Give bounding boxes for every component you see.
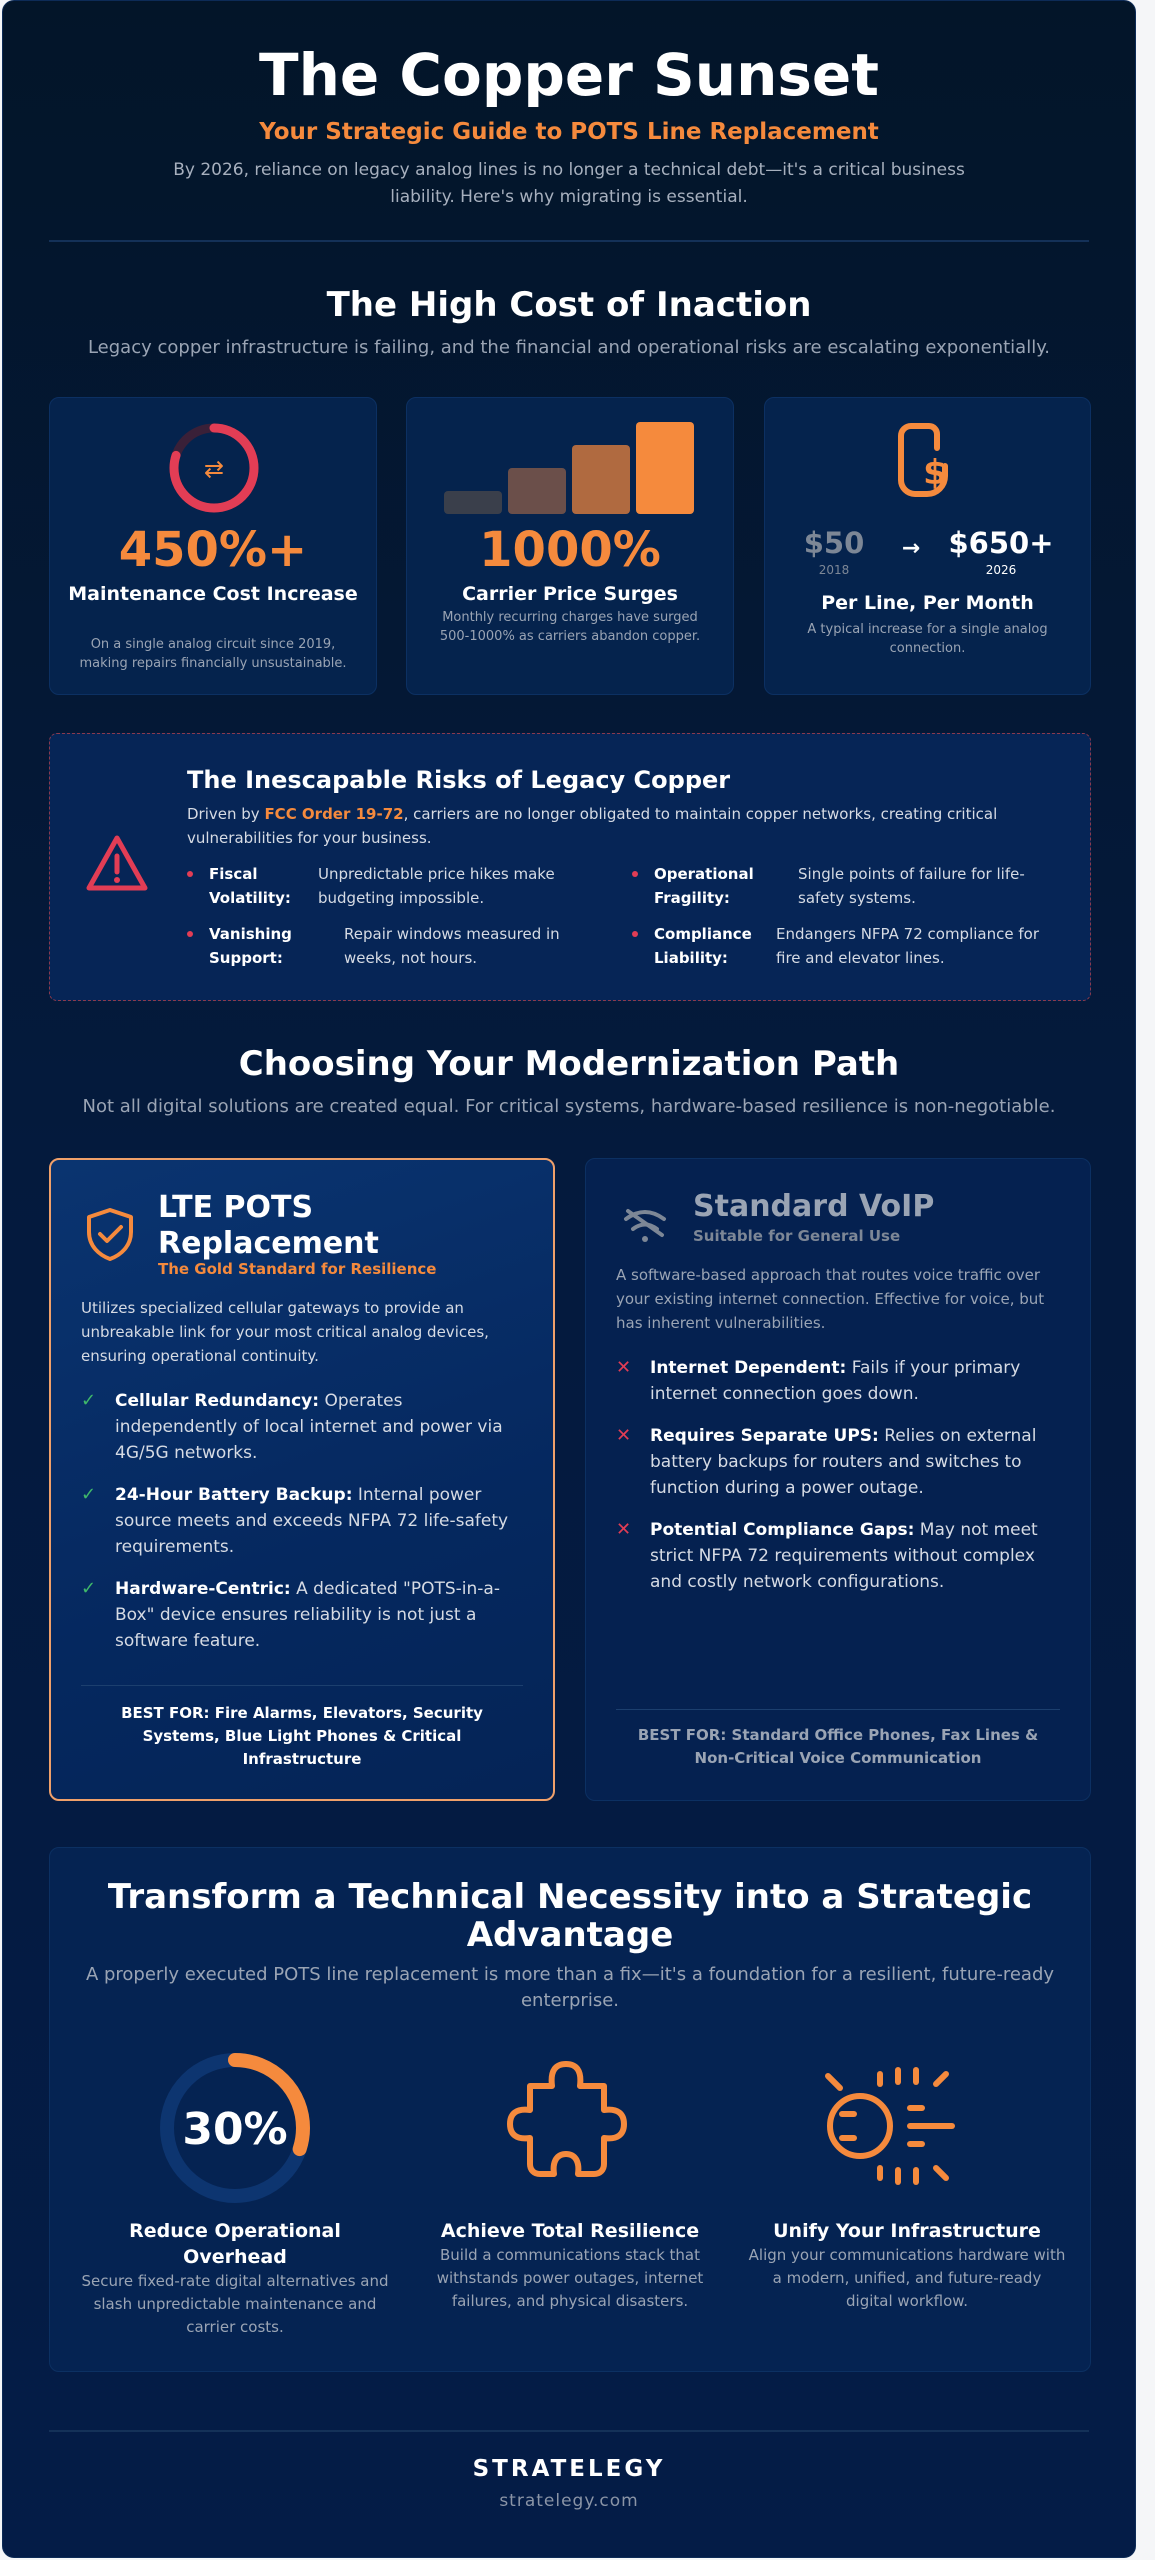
lte-pots-card	[49, 1158, 555, 1801]
fcc-order-highlight: FCC Order 19-72	[264, 805, 404, 823]
advantage-lead: A properly executed POTS line replacement is more than a fix—it's a foundation for a resilient, future-ready enterprise.	[85, 1964, 1055, 2011]
risk-label: Fiscal Volatility:	[209, 865, 291, 907]
cross-icon: ✕	[616, 1519, 632, 1540]
rising-bars-icon	[444, 420, 700, 516]
integration-hub-icon	[818, 2056, 958, 2196]
bullet-dot	[632, 871, 638, 877]
price-arrow: →	[901, 536, 921, 561]
price-bar	[508, 468, 566, 514]
advantage-item-title: Reduce Operational Overhead	[129, 2220, 341, 2268]
paths-title: Choosing Your Modernization Path	[238, 1044, 900, 1084]
risk-text: Unpredictable price hikes make budgeting impossible.	[318, 865, 555, 907]
risks-intro-prefix: Driven by	[187, 805, 265, 823]
advantage-item-desc: Secure fixed-rate digital alternatives and slash unpredictable maintenance and carrier costs.	[81, 2272, 389, 2336]
puzzle-piece-icon	[500, 2056, 640, 2196]
cross-icon: ✕	[616, 1357, 632, 1378]
bullet-dot	[632, 931, 638, 937]
stat-card-maintenance	[49, 397, 377, 695]
lte-title: LTE POTS Replacement	[158, 1190, 379, 1261]
paths-lead: Not all digital solutions are created equal. For critical systems, hardware-based resilience is non-negotiable.	[82, 1096, 1056, 1117]
risk-label: Vanishing Support:	[209, 925, 292, 967]
infographic-page	[2, 0, 1136, 2558]
stat-label: Per Line, Per Month	[821, 592, 1034, 614]
risks-intro	[187, 802, 1047, 850]
price-bar	[444, 491, 502, 514]
risks-panel	[49, 733, 1091, 1001]
warning-triangle-icon	[84, 832, 150, 894]
voip-tag: Suitable for General Use	[693, 1227, 901, 1245]
voip-intro: A software-based approach that routes voice traffic over your existing internet connection. Effective for voice, but has inherent vulnerabilities.	[616, 1266, 1045, 1332]
lte-divider	[81, 1685, 523, 1686]
advantage-item-title: Achieve Total Resilience	[440, 2220, 700, 2242]
bullet-dot	[187, 931, 193, 937]
stat-desc: A typical increase for a single analog connection.	[807, 622, 1048, 656]
price-bar	[636, 422, 694, 514]
stat-desc: On a single analog circuit since 2019, making repairs financially unsustainable.	[79, 637, 347, 671]
lte-feature: ✓ Hardware-Centric: A dedicated "POTS-in-a-Box" device ensures reliability is not just a software feature.	[81, 1578, 500, 1651]
risk-item	[632, 922, 1072, 972]
price-from: $50	[803, 526, 865, 560]
wifi-off-icon	[620, 1205, 670, 1251]
check-icon: ✓	[81, 1390, 97, 1411]
page-subtitle: Your Strategic Guide to POTS Line Replacement	[259, 119, 879, 145]
advantage-item-desc: Align your communications hardware with a modern, unified, and future-ready digital workflow.	[748, 2246, 1066, 2310]
shield-check-icon	[84, 1206, 136, 1262]
dollar-phone-icon	[883, 418, 973, 512]
stat-card-per-line	[764, 397, 1091, 695]
stat-label: Maintenance Cost Increase	[68, 583, 358, 605]
stat-value: 1000%	[479, 522, 661, 578]
footer-brand: STRATELEGY	[472, 2456, 666, 2482]
inaction-title: The High Cost of Inaction	[326, 285, 812, 325]
footer-divider	[49, 2430, 1089, 2432]
cost-gauge-icon	[167, 421, 261, 515]
advantage-panel	[49, 1847, 1091, 2372]
footer-url-link[interactable]: stratelegy.com	[499, 2491, 639, 2511]
price-to-year: 2026	[985, 563, 1017, 577]
stat-card-carrier	[406, 397, 734, 695]
risks-title: The Inescapable Risks of Legacy Copper	[187, 766, 731, 794]
lte-feature: ✓ Cellular Redundancy: Operates independently of local internet and power via 4G/5G networks.	[81, 1390, 503, 1463]
check-icon: ✓	[81, 1578, 97, 1599]
risk-text: Endangers NFPA 72 compliance for fire and elevator lines.	[776, 925, 1039, 967]
lte-tag: The Gold Standard for Resilience	[158, 1260, 437, 1278]
advantage-item-desc: Build a communications stack that withstands power outages, internet failures, and physical disasters.	[436, 2246, 704, 2310]
cross-icon: ✕	[616, 1425, 632, 1446]
lte-intro: Utilizes specialized cellular gateways to provide an unbreakable link for your most critical analog devices, ensuring operational continuity.	[81, 1299, 489, 1365]
voip-feature: ✕ Requires Separate UPS: Relies on external battery backups for routers and switches to function during a power outage.	[616, 1425, 1037, 1498]
risk-label: Compliance Liability:	[654, 925, 752, 967]
overhead-percent: 30%	[182, 2104, 288, 2155]
risk-item	[187, 922, 607, 972]
stat-desc: Monthly recurring charges have surged 500-1000% as carriers abandon copper.	[439, 610, 701, 644]
voip-feature: ✕ Potential Compliance Gaps: May not meet strict NFPA 72 requirements without complex and costly network configurations.	[616, 1519, 1038, 1592]
voip-best-for: BEST FOR: Standard Office Phones, Fax Lines & Non-Critical Voice Communication	[637, 1726, 1039, 1767]
check-icon: ✓	[81, 1484, 97, 1505]
advantage-title: Transform a Technical Necessity into a Strategic Advantage	[107, 1877, 1033, 1955]
price-from-year: 2018	[818, 563, 850, 577]
svg-text:⇄: ⇄	[203, 455, 225, 483]
lte-best-for: BEST FOR: Fire Alarms, Elevators, Security Systems, Blue Light Phones & Critical Infrastructure	[121, 1704, 483, 1768]
page-title: The Copper Sunset	[259, 41, 879, 109]
risk-item	[632, 862, 1072, 912]
risk-item	[187, 862, 607, 912]
price-to: $650+	[948, 526, 1054, 560]
voip-title: Standard VoIP	[693, 1189, 935, 1224]
advantage-item	[747, 2218, 1067, 2313]
voip-divider	[616, 1709, 1060, 1710]
advantage-item	[75, 2218, 395, 2339]
voip-feature: ✕ Internet Dependent: Fails if your primary internet connection goes down.	[616, 1357, 1021, 1404]
header-divider	[49, 240, 1089, 242]
svg-text:$: $	[923, 453, 947, 493]
advantage-item-title: Unify Your Infrastructure	[773, 2220, 1041, 2242]
risk-text: Single points of failure for life- safety systems.	[798, 865, 1025, 907]
price-bar	[572, 445, 630, 514]
risk-label: Operational Fragility:	[654, 865, 754, 907]
bullet-dot	[187, 871, 193, 877]
risks-intro-suffix: , carriers are no longer obligated to maintain copper networks, creating critical vulnerabilities for your business.	[187, 805, 998, 847]
lte-feature: ✓ 24-Hour Battery Backup: Internal power source meets and exceeds NFPA 72 life-safety requirements.	[81, 1484, 509, 1557]
standard-voip-card	[585, 1158, 1091, 1801]
page-lead: By 2026, reliance on legacy analog lines is no longer a technical debt—it's a critical business liability. Here's why migrating is essential.	[173, 160, 965, 207]
risk-text: Repair windows measured in weeks, not hours.	[344, 925, 560, 967]
advantage-item	[410, 2218, 730, 2313]
stat-value: 450%+	[118, 522, 308, 578]
stat-label: Carrier Price Surges	[462, 583, 678, 605]
inaction-lead: Legacy copper infrastructure is failing, and the financial and operational risks are escalating exponentially.	[87, 337, 1051, 358]
